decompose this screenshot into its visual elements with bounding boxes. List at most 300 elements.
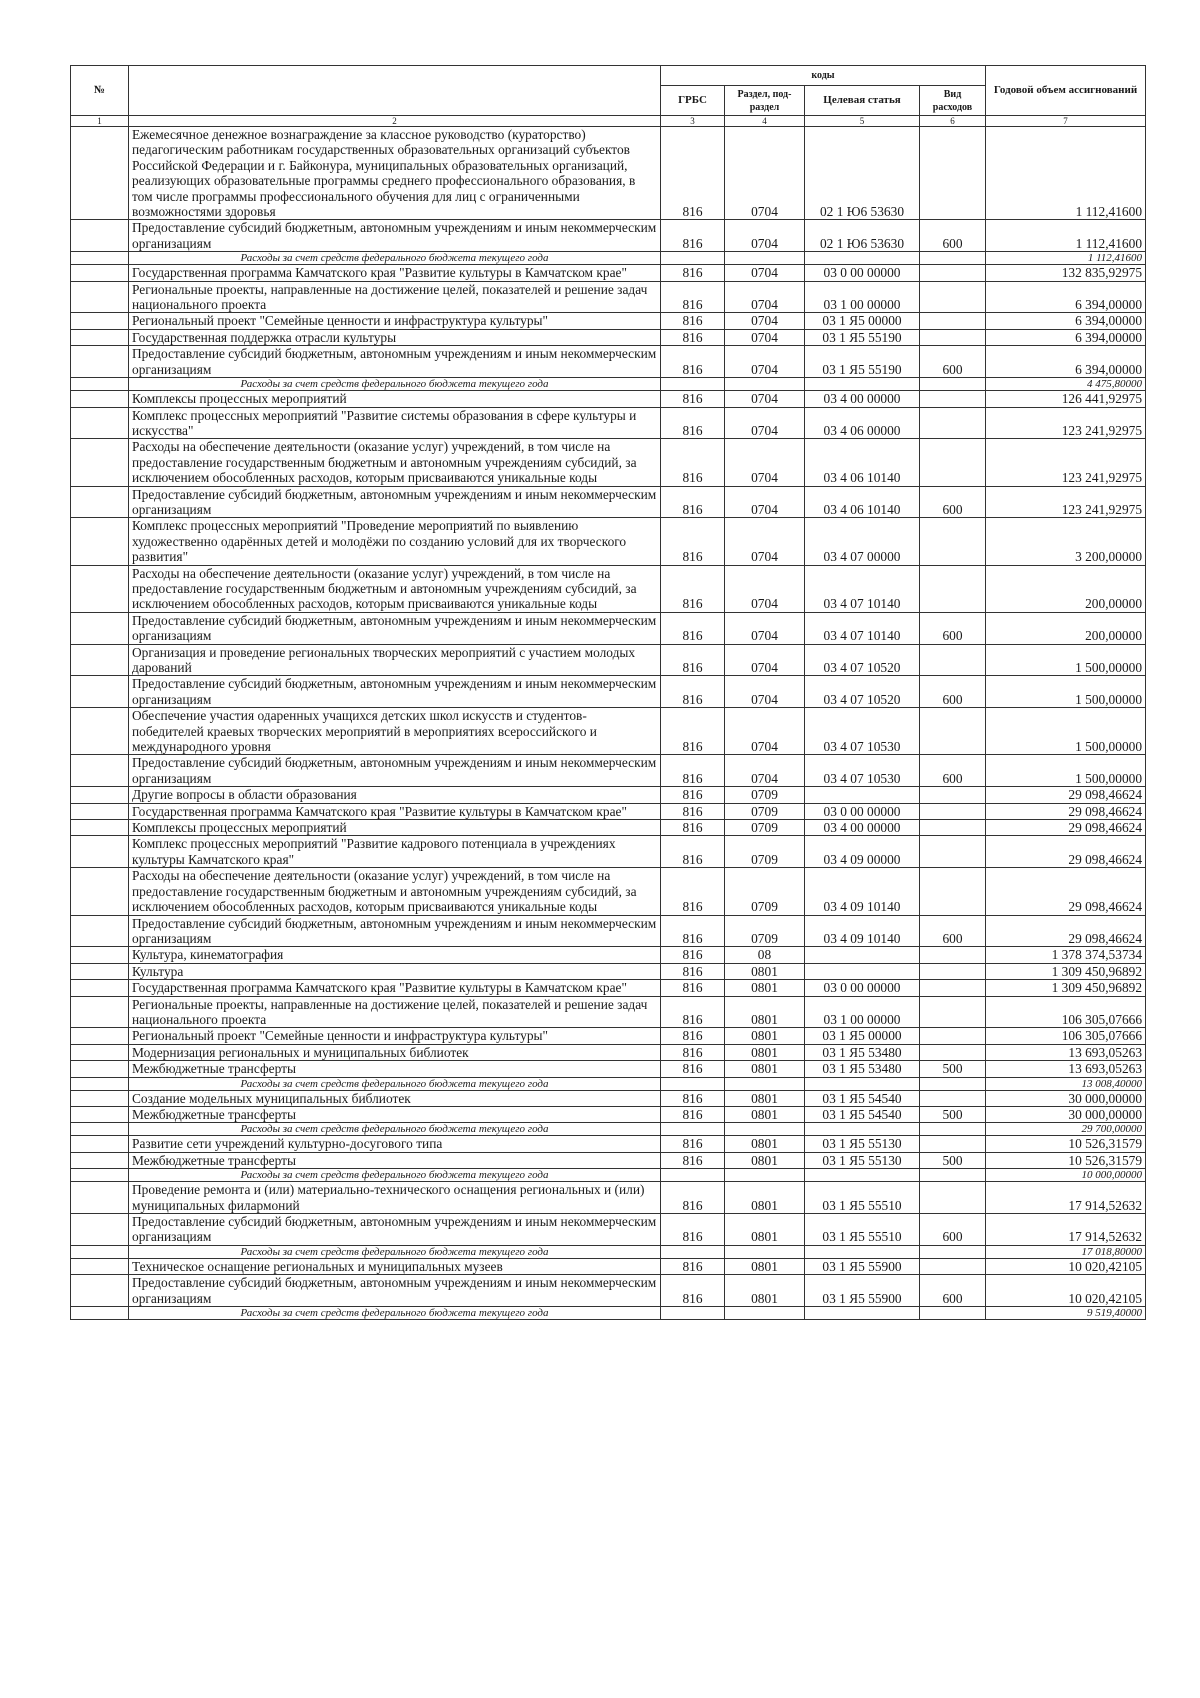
row-grbs-cell: 816: [661, 486, 725, 518]
row-grbs-cell: 816: [661, 313, 725, 329]
row-section-cell: 0801: [725, 1090, 805, 1106]
table-row: [71, 1028, 1146, 1044]
row-grbs-cell: 816: [661, 346, 725, 378]
row-target-cell: 03 4 07 00000: [805, 518, 920, 565]
row-name-cell: Комплексы процессных мероприятий: [129, 820, 661, 836]
col-num-header: №: [71, 66, 129, 116]
row-kind-cell: 500: [920, 1061, 986, 1077]
budget-table-sheet: [70, 65, 1145, 1320]
row-name-cell: Модернизация региональных и муниципальных библиотек: [129, 1044, 661, 1060]
row-target-cell: 03 4 06 10140: [805, 439, 920, 486]
row-target-cell: [805, 787, 920, 803]
row-number-cell: [71, 439, 129, 486]
row-kind-cell: [920, 252, 986, 265]
row-sum-cell: 17 018,80000: [986, 1245, 1146, 1258]
row-name-cell: Региональные проекты, направленные на достижение целей, показателей и решение задач национального проекта: [129, 281, 661, 313]
row-section-cell: 0709: [725, 915, 805, 947]
federal-note-row: [71, 378, 1146, 391]
row-target-cell: [805, 947, 920, 963]
table-row: [71, 947, 1146, 963]
row-target-cell: 03 4 07 10530: [805, 755, 920, 787]
row-target-cell: 03 1 00 00000: [805, 996, 920, 1028]
row-sum-cell: 17 914,52632: [986, 1214, 1146, 1246]
row-section-cell: 0704: [725, 391, 805, 407]
row-name-cell: Межбюджетные трансферты: [129, 1106, 661, 1122]
row-sum-cell: 29 098,46624: [986, 915, 1146, 947]
row-name-cell: Межбюджетные трансферты: [129, 1061, 661, 1077]
row-section-cell: 0801: [725, 1028, 805, 1044]
col-name-header: [129, 66, 661, 116]
row-section-cell: 0704: [725, 329, 805, 345]
row-number-cell: [71, 644, 129, 676]
row-target-cell: 03 4 00 00000: [805, 820, 920, 836]
row-number-cell: [71, 220, 129, 252]
row-number-cell: [71, 518, 129, 565]
row-name-cell: Расходы за счет средств федерального бюджета текущего года: [129, 1245, 661, 1258]
row-name-cell: Комплекс процессных мероприятий "Проведение мероприятий по выявлению художественно одарённых детей и молодёжи по созданию условий для их творческого развития": [129, 518, 661, 565]
row-kind-cell: [920, 1258, 986, 1274]
row-target-cell: 03 4 07 10530: [805, 708, 920, 755]
row-section-cell: 0801: [725, 1275, 805, 1307]
row-name-cell: Расходы за счет средств федерального бюджета текущего года: [129, 1077, 661, 1090]
row-grbs-cell: 816: [661, 439, 725, 486]
row-kind-cell: [920, 565, 986, 612]
federal-note-row: [71, 1169, 1146, 1182]
table-row: [71, 644, 1146, 676]
row-number-cell: [71, 963, 129, 979]
row-target-cell: 02 1 Ю6 53630: [805, 127, 920, 220]
row-number-cell: [71, 1169, 129, 1182]
row-name-cell: Расходы за счет средств федерального бюджета текущего года: [129, 1169, 661, 1182]
row-target-cell: 03 1 Я5 00000: [805, 1028, 920, 1044]
row-target-cell: 03 1 Я5 55190: [805, 329, 920, 345]
row-grbs-cell: 816: [661, 1090, 725, 1106]
row-number-cell: [71, 947, 129, 963]
row-section-cell: 0704: [725, 346, 805, 378]
row-number-cell: [71, 1028, 129, 1044]
row-grbs-cell: 816: [661, 915, 725, 947]
row-number-cell: [71, 1258, 129, 1274]
table-row: [71, 915, 1146, 947]
row-target-cell: 03 1 Я5 55510: [805, 1182, 920, 1214]
row-name-cell: Расходы на обеспечение деятельности (оказание услуг) учреждений, в том числе на предоставление государственным бюджетным и автономным учреждениям субсидий, за исключением обособленных расходов, которым присваиваются уникальные коды: [129, 565, 661, 612]
row-grbs-cell: 816: [661, 1028, 725, 1044]
row-section-cell: 0801: [725, 996, 805, 1028]
row-number-cell: [71, 755, 129, 787]
row-section-cell: 0801: [725, 1106, 805, 1122]
row-sum-cell: 10 020,42105: [986, 1275, 1146, 1307]
row-number-cell: [71, 676, 129, 708]
row-section-cell: 0709: [725, 836, 805, 868]
row-number-cell: [71, 329, 129, 345]
row-kind-cell: [920, 868, 986, 915]
col-section-header: Раздел, под-раздел: [725, 86, 805, 116]
row-section-cell: [725, 1169, 805, 1182]
table-row: [71, 787, 1146, 803]
row-target-cell: 02 1 Ю6 53630: [805, 220, 920, 252]
table-row: [71, 708, 1146, 755]
row-kind-cell: [920, 787, 986, 803]
row-number-cell: [71, 1090, 129, 1106]
table-row: [71, 1061, 1146, 1077]
row-grbs-cell: 816: [661, 265, 725, 281]
row-section-cell: 08: [725, 947, 805, 963]
row-kind-cell: [920, 439, 986, 486]
row-target-cell: 03 1 Я5 55130: [805, 1136, 920, 1152]
row-section-cell: [725, 1245, 805, 1258]
row-section-cell: 0704: [725, 313, 805, 329]
row-kind-cell: [920, 1169, 986, 1182]
row-sum-cell: 106 305,07666: [986, 996, 1146, 1028]
row-kind-cell: [920, 1077, 986, 1090]
table-row: [71, 1258, 1146, 1274]
table-row: [71, 1214, 1146, 1246]
row-name-cell: Комплексы процессных мероприятий: [129, 391, 661, 407]
table-row: [71, 518, 1146, 565]
row-kind-cell: 600: [920, 486, 986, 518]
row-target-cell: [805, 963, 920, 979]
row-sum-cell: 1 500,00000: [986, 708, 1146, 755]
row-grbs-cell: 816: [661, 947, 725, 963]
row-target-cell: 03 1 Я5 55900: [805, 1275, 920, 1307]
col-index: 5: [805, 116, 920, 127]
table-row: [71, 868, 1146, 915]
table-row: [71, 346, 1146, 378]
row-sum-cell: 132 835,92975: [986, 265, 1146, 281]
row-target-cell: 03 1 00 00000: [805, 281, 920, 313]
row-number-cell: [71, 313, 129, 329]
col-index: 2: [129, 116, 661, 127]
row-section-cell: 0801: [725, 1044, 805, 1060]
row-target-cell: 03 4 09 10140: [805, 868, 920, 915]
row-grbs-cell: 816: [661, 755, 725, 787]
row-section-cell: [725, 1123, 805, 1136]
row-number-cell: [71, 836, 129, 868]
row-sum-cell: 29 098,46624: [986, 868, 1146, 915]
row-grbs-cell: 816: [661, 868, 725, 915]
row-kind-cell: 500: [920, 1152, 986, 1168]
row-kind-cell: 600: [920, 346, 986, 378]
row-section-cell: 0801: [725, 963, 805, 979]
row-grbs-cell: 816: [661, 391, 725, 407]
row-name-cell: Предоставление субсидий бюджетным, автономным учреждениям и иным некоммерческим организациям: [129, 676, 661, 708]
row-section-cell: 0704: [725, 644, 805, 676]
row-target-cell: 03 4 07 10520: [805, 676, 920, 708]
table-row: [71, 755, 1146, 787]
row-section-cell: 0704: [725, 265, 805, 281]
row-target-cell: 03 4 09 10140: [805, 915, 920, 947]
row-grbs-cell: 816: [661, 220, 725, 252]
row-number-cell: [71, 486, 129, 518]
row-section-cell: 0709: [725, 820, 805, 836]
row-section-cell: 0709: [725, 803, 805, 819]
row-number-cell: [71, 1077, 129, 1090]
row-section-cell: [725, 1077, 805, 1090]
row-section-cell: 0704: [725, 612, 805, 644]
table-row: [71, 1182, 1146, 1214]
row-section-cell: 0704: [725, 676, 805, 708]
row-target-cell: 03 1 Я5 54540: [805, 1106, 920, 1122]
row-sum-cell: 123 241,92975: [986, 407, 1146, 439]
row-kind-cell: [920, 127, 986, 220]
row-sum-cell: 29 098,46624: [986, 836, 1146, 868]
row-grbs-cell: [661, 1077, 725, 1090]
row-name-cell: Расходы на обеспечение деятельности (оказание услуг) учреждений, в том числе на предоставление государственным бюджетным и автономным учреждениям субсидий, за исключением обособленных расходов, которым присваиваются уникальные коды: [129, 868, 661, 915]
row-name-cell: Проведение ремонта и (или) материально-технического оснащения региональных и (или) муниципальных филармоний: [129, 1182, 661, 1214]
table-row: [71, 836, 1146, 868]
row-number-cell: [71, 1214, 129, 1246]
row-kind-cell: [920, 963, 986, 979]
row-section-cell: 0704: [725, 220, 805, 252]
row-sum-cell: 6 394,00000: [986, 329, 1146, 345]
table-row: [71, 391, 1146, 407]
row-name-cell: Предоставление субсидий бюджетным, автономным учреждениям и иным некоммерческим организациям: [129, 755, 661, 787]
row-sum-cell: 200,00000: [986, 612, 1146, 644]
row-sum-cell: 10 526,31579: [986, 1152, 1146, 1168]
row-sum-cell: 6 394,00000: [986, 281, 1146, 313]
row-name-cell: Другие вопросы в области образования: [129, 787, 661, 803]
row-section-cell: 0801: [725, 1136, 805, 1152]
row-name-cell: Государственная программа Камчатского края "Развитие культуры в Камчатском крае": [129, 803, 661, 819]
row-name-cell: Техническое оснащение региональных и муниципальных музеев: [129, 1258, 661, 1274]
row-section-cell: 0704: [725, 281, 805, 313]
row-number-cell: [71, 1044, 129, 1060]
table-row: [71, 281, 1146, 313]
row-name-cell: Межбюджетные трансферты: [129, 1152, 661, 1168]
row-sum-cell: 30 000,00000: [986, 1090, 1146, 1106]
row-sum-cell: 1 378 374,53734: [986, 947, 1146, 963]
row-grbs-cell: 816: [661, 329, 725, 345]
row-grbs-cell: [661, 1307, 725, 1320]
table-row: [71, 612, 1146, 644]
row-number-cell: [71, 1123, 129, 1136]
row-target-cell: 03 1 Я5 54540: [805, 1090, 920, 1106]
row-target-cell: [805, 1077, 920, 1090]
row-number-cell: [71, 980, 129, 996]
row-kind-cell: [920, 281, 986, 313]
row-number-cell: [71, 1182, 129, 1214]
row-kind-cell: [920, 1028, 986, 1044]
row-grbs-cell: 816: [661, 1061, 725, 1077]
row-sum-cell: 10 020,42105: [986, 1258, 1146, 1274]
row-sum-cell: 13 693,05263: [986, 1044, 1146, 1060]
row-number-cell: [71, 1307, 129, 1320]
row-number-cell: [71, 127, 129, 220]
row-grbs-cell: 816: [661, 1106, 725, 1122]
row-kind-cell: [920, 378, 986, 391]
table-row: [71, 439, 1146, 486]
row-grbs-cell: 816: [661, 565, 725, 612]
row-target-cell: 03 4 09 00000: [805, 836, 920, 868]
row-sum-cell: 10 000,00000: [986, 1169, 1146, 1182]
row-number-cell: [71, 281, 129, 313]
row-sum-cell: 10 526,31579: [986, 1136, 1146, 1152]
row-target-cell: 03 1 Я5 53480: [805, 1061, 920, 1077]
row-name-cell: Предоставление субсидий бюджетным, автономным учреждениям и иным некоммерческим организациям: [129, 612, 661, 644]
table-row: [71, 1044, 1146, 1060]
row-target-cell: 03 4 07 10140: [805, 612, 920, 644]
row-sum-cell: 6 394,00000: [986, 346, 1146, 378]
row-grbs-cell: 816: [661, 676, 725, 708]
table-row: [71, 963, 1146, 979]
row-sum-cell: 29 098,46624: [986, 787, 1146, 803]
table-row: [71, 127, 1146, 220]
row-target-cell: [805, 378, 920, 391]
row-number-cell: [71, 407, 129, 439]
table-row: [71, 1090, 1146, 1106]
row-number-cell: [71, 265, 129, 281]
row-grbs-cell: 816: [661, 518, 725, 565]
row-name-cell: Развитие сети учреждений культурно-досугового типа: [129, 1136, 661, 1152]
row-sum-cell: 1 112,41600: [986, 220, 1146, 252]
row-section-cell: 0801: [725, 1152, 805, 1168]
row-kind-cell: 600: [920, 612, 986, 644]
table-row: [71, 407, 1146, 439]
row-kind-cell: [920, 391, 986, 407]
col-index: 4: [725, 116, 805, 127]
row-section-cell: [725, 378, 805, 391]
row-number-cell: [71, 915, 129, 947]
row-target-cell: 03 4 07 10140: [805, 565, 920, 612]
row-grbs-cell: [661, 252, 725, 265]
row-sum-cell: 106 305,07666: [986, 1028, 1146, 1044]
row-sum-cell: 1 309 450,96892: [986, 980, 1146, 996]
row-kind-cell: [920, 265, 986, 281]
row-name-cell: Государственная программа Камчатского края "Развитие культуры в Камчатском крае": [129, 980, 661, 996]
row-grbs-cell: 816: [661, 996, 725, 1028]
row-grbs-cell: [661, 1169, 725, 1182]
row-sum-cell: 13 008,40000: [986, 1077, 1146, 1090]
federal-note-row: [71, 1307, 1146, 1320]
row-number-cell: [71, 378, 129, 391]
row-name-cell: Организация и проведение региональных творческих мероприятий с участием молодых дарований: [129, 644, 661, 676]
row-name-cell: Государственная поддержка отрасли культуры: [129, 329, 661, 345]
row-sum-cell: 1 500,00000: [986, 644, 1146, 676]
row-kind-cell: [920, 708, 986, 755]
row-target-cell: 03 1 Я5 55900: [805, 1258, 920, 1274]
row-sum-cell: 9 519,40000: [986, 1307, 1146, 1320]
row-name-cell: Расходы за счет средств федерального бюджета текущего года: [129, 1307, 661, 1320]
row-grbs-cell: 816: [661, 281, 725, 313]
row-kind-cell: [920, 407, 986, 439]
row-kind-cell: [920, 947, 986, 963]
row-sum-cell: 200,00000: [986, 565, 1146, 612]
row-sum-cell: 123 241,92975: [986, 486, 1146, 518]
table-row: [71, 486, 1146, 518]
col-index: 6: [920, 116, 986, 127]
col-index: 3: [661, 116, 725, 127]
row-number-cell: [71, 1152, 129, 1168]
row-sum-cell: 1 112,41600: [986, 252, 1146, 265]
row-name-cell: Расходы за счет средств федерального бюджета текущего года: [129, 378, 661, 391]
budget-table: [70, 65, 1146, 1320]
table-body: [71, 127, 1146, 1320]
row-kind-cell: 600: [920, 1275, 986, 1307]
row-number-cell: [71, 391, 129, 407]
row-target-cell: 03 4 06 00000: [805, 407, 920, 439]
row-kind-cell: [920, 996, 986, 1028]
row-kind-cell: 500: [920, 1106, 986, 1122]
row-number-cell: [71, 1245, 129, 1258]
row-target-cell: 03 1 Я5 55510: [805, 1214, 920, 1246]
table-row: [71, 1106, 1146, 1122]
row-grbs-cell: 816: [661, 127, 725, 220]
row-number-cell: [71, 1106, 129, 1122]
row-section-cell: 0709: [725, 868, 805, 915]
col-kind-header: Вид расходов: [920, 86, 986, 116]
row-kind-cell: [920, 1090, 986, 1106]
row-sum-cell: 29 098,46624: [986, 820, 1146, 836]
row-grbs-cell: 816: [661, 407, 725, 439]
row-grbs-cell: 816: [661, 787, 725, 803]
row-section-cell: 0801: [725, 1214, 805, 1246]
row-name-cell: Комплекс процессных мероприятий "Развитие системы образования в сфере культуры и искусства": [129, 407, 661, 439]
row-name-cell: Предоставление субсидий бюджетным, автономным учреждениям и иным некоммерческим организациям: [129, 915, 661, 947]
col-grbs-header: ГРБС: [661, 86, 725, 116]
row-sum-cell: 29 098,46624: [986, 803, 1146, 819]
row-target-cell: 03 1 Я5 55130: [805, 1152, 920, 1168]
row-section-cell: 0704: [725, 518, 805, 565]
row-kind-cell: [920, 1307, 986, 1320]
row-kind-cell: [920, 836, 986, 868]
row-sum-cell: 123 241,92975: [986, 439, 1146, 486]
row-kind-cell: [920, 803, 986, 819]
row-name-cell: Предоставление субсидий бюджетным, автономным учреждениям и иным некоммерческим организациям: [129, 220, 661, 252]
row-name-cell: Ежемесячное денежное вознаграждение за классное руководство (кураторство) педагогическим работникам государственных образовательных организаций субъектов Российской Федерации и г. Байконура, муниципальных образовательных организаций, реализующих образовательные программы среднего профессионального образования, в том числе программы профессионального обучения для лиц с ограниченными возможностями здоровья: [129, 127, 661, 220]
row-kind-cell: [920, 1044, 986, 1060]
row-target-cell: 03 0 00 00000: [805, 980, 920, 996]
row-section-cell: 0704: [725, 439, 805, 486]
col-target-header: Целевая статья: [805, 86, 920, 116]
row-section-cell: 0704: [725, 755, 805, 787]
row-name-cell: Государственная программа Камчатского края "Развитие культуры в Камчатском крае": [129, 265, 661, 281]
table-row: [71, 820, 1146, 836]
row-section-cell: 0709: [725, 787, 805, 803]
row-kind-cell: [920, 1136, 986, 1152]
row-number-cell: [71, 1275, 129, 1307]
row-target-cell: 03 0 00 00000: [805, 803, 920, 819]
table-row: [71, 329, 1146, 345]
row-grbs-cell: 816: [661, 980, 725, 996]
row-sum-cell: 126 441,92975: [986, 391, 1146, 407]
row-name-cell: Культура, кинематография: [129, 947, 661, 963]
row-kind-cell: [920, 1182, 986, 1214]
row-grbs-cell: [661, 378, 725, 391]
row-name-cell: Региональный проект "Семейные ценности и инфраструктура культуры": [129, 1028, 661, 1044]
row-name-cell: Культура: [129, 963, 661, 979]
row-kind-cell: [920, 820, 986, 836]
row-sum-cell: 3 200,00000: [986, 518, 1146, 565]
row-name-cell: Создание модельных муниципальных библиотек: [129, 1090, 661, 1106]
row-section-cell: [725, 252, 805, 265]
row-number-cell: [71, 565, 129, 612]
row-kind-cell: [920, 1123, 986, 1136]
row-section-cell: 0704: [725, 407, 805, 439]
row-grbs-cell: [661, 1123, 725, 1136]
row-number-cell: [71, 1136, 129, 1152]
row-name-cell: Предоставление субсидий бюджетным, автономным учреждениям и иным некоммерческим организациям: [129, 1275, 661, 1307]
row-grbs-cell: 816: [661, 1152, 725, 1168]
row-target-cell: [805, 1169, 920, 1182]
row-target-cell: [805, 1123, 920, 1136]
row-sum-cell: 1 500,00000: [986, 676, 1146, 708]
row-grbs-cell: 816: [661, 963, 725, 979]
row-target-cell: 03 4 00 00000: [805, 391, 920, 407]
table-row: [71, 1136, 1146, 1152]
row-grbs-cell: 816: [661, 1258, 725, 1274]
row-grbs-cell: 816: [661, 644, 725, 676]
row-kind-cell: [920, 518, 986, 565]
